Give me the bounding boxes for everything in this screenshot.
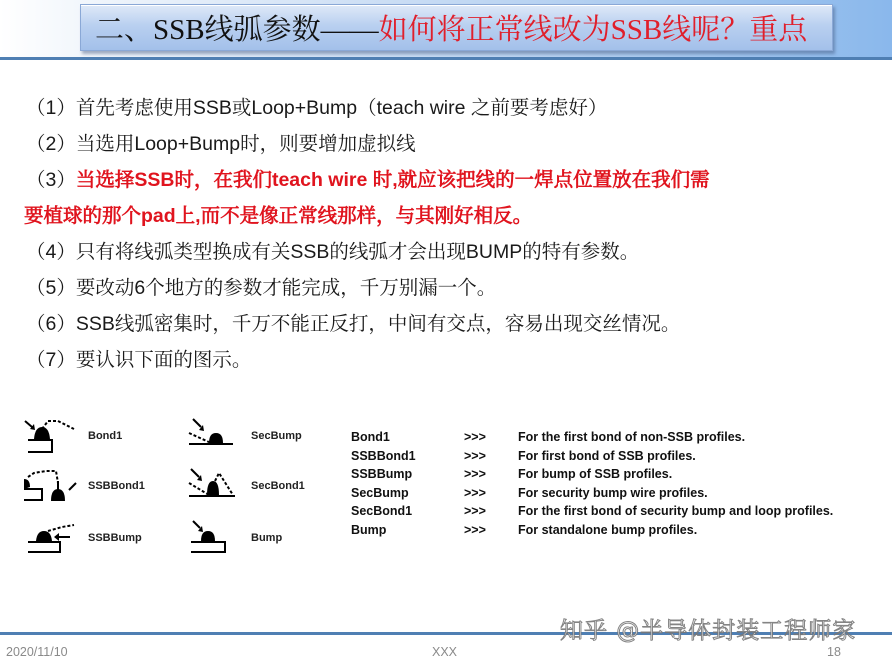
body-line-4 (26, 234, 876, 270)
line-text-highlight: 要植球的那个pad上,而不是像正常线那样，与其刚好相反。 (24, 205, 533, 227)
slide-title (80, 4, 833, 51)
profile-legend (351, 428, 833, 539)
title-highlight: 如何将正常线改为SSB线呢？重点 (378, 14, 808, 46)
legend-term: SSBBump (351, 467, 413, 481)
icon-item-ssbbond1 (22, 467, 145, 505)
icon-item-ssbbump (22, 519, 142, 557)
legend-arrow: >>> (464, 522, 486, 537)
icon-label: SSBBump (88, 532, 142, 544)
legend-term: Bond1 (351, 430, 390, 444)
line-number: （5） (26, 277, 76, 299)
icon-item-bond1 (22, 417, 122, 455)
profile-icon-grid (22, 415, 332, 565)
legend-arrow: >>> (464, 504, 486, 518)
ssbbond1-icon (22, 467, 78, 505)
footer-date: 2020/11/10 (6, 645, 68, 659)
body-line-7 (26, 342, 876, 378)
line-number: （6） (26, 313, 76, 335)
line-number: （1） (26, 97, 76, 119)
legend-description: For the first bond of non-SSB profiles. (518, 430, 746, 444)
legend-row (351, 465, 833, 484)
slide-footer (0, 645, 892, 665)
icon-label: Bump (251, 532, 283, 544)
bump-icon (185, 519, 241, 557)
icon-label: SecBond1 (251, 480, 305, 492)
bond1-icon (22, 417, 78, 455)
legend-arrow: >>> (464, 448, 486, 463)
legend-row (351, 521, 833, 540)
watermark: 知乎 @半导体封装工程师家 (560, 618, 857, 644)
body-text (26, 90, 876, 378)
secbond1-icon (185, 467, 241, 505)
legend-description: For the first bond of security bump and loop profiles. (518, 504, 834, 518)
icon-item-bump (185, 519, 282, 557)
body-line-6 (26, 306, 876, 342)
legend-description: For security bump wire profiles. (518, 485, 708, 500)
ssbbump-icon (22, 519, 78, 557)
body-line-3 (26, 162, 876, 198)
body-line-1 (26, 90, 876, 126)
line-text: 只有将线弧类型换成有关SSB的线弧才会出现BUMP的特有参数。 (75, 241, 640, 263)
line-text: 要认识下面的图示。 (75, 349, 252, 371)
legend-description: For bump of SSB profiles. (518, 467, 673, 481)
icon-label: SecBump (251, 430, 302, 442)
legend-term: Bump (351, 522, 387, 537)
line-number: （2） (26, 133, 76, 155)
icon-label: SSBBond1 (88, 480, 145, 492)
legend-row (351, 484, 833, 503)
page-number: 18 (827, 645, 841, 659)
legend-description: For first bond of SSB profiles. (518, 448, 696, 463)
line-text: 要改动6个地方的参数才能完成，千万别漏一个。 (75, 277, 497, 299)
body-line-2 (26, 126, 876, 162)
line-number: （3） (26, 169, 76, 191)
body-line-5 (26, 270, 876, 306)
legend-row (351, 428, 833, 447)
legend-arrow: >>> (464, 467, 486, 481)
legend-description: For standalone bump profiles. (518, 522, 698, 537)
legend-arrow: >>> (464, 430, 486, 444)
legend-term: SSBBond1 (351, 448, 416, 463)
legend-term: SecBump (351, 485, 409, 500)
body-line-3-continued (24, 198, 876, 234)
icon-item-secbump (185, 417, 302, 455)
header-divider (0, 57, 892, 60)
icon-label: Bond1 (88, 430, 123, 442)
secbump-icon (185, 417, 241, 455)
line-text: 当选用Loop+Bump时，则要增加虚拟线 (75, 133, 416, 155)
footer-center-text: XXX (432, 645, 458, 659)
legend-term: SecBond1 (351, 504, 413, 518)
line-text: 首先考虑使用SSB或Loop+Bump（teach wire 之前要考虑好） (75, 97, 608, 119)
line-number: （7） (26, 349, 76, 371)
icon-item-secbond1 (185, 467, 305, 505)
line-text-highlight: 当选择SSB时，在我们teach wire 时,就应该把线的一焊点位置放在我们需 (75, 169, 710, 191)
legend-row (351, 447, 833, 466)
legend-arrow: >>> (464, 485, 486, 500)
line-text: SSB线弧密集时，千万不能正反打，中间有交点，容易出现交丝情况。 (75, 313, 681, 335)
line-number: （4） (26, 241, 76, 263)
title-prefix: 二、SSB线弧参数—— (95, 14, 379, 46)
legend-row (351, 502, 833, 521)
